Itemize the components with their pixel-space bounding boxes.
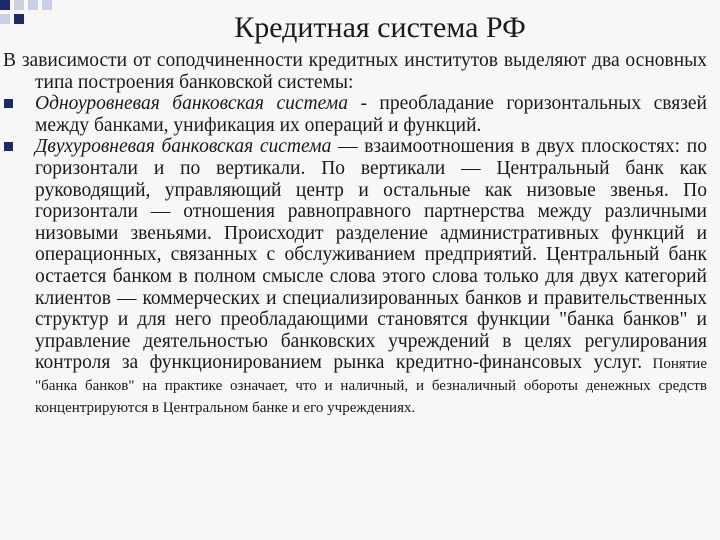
square-bullet-icon — [4, 99, 13, 108]
list-item — [3, 136, 707, 418]
intro-paragraph: В зависимости от соподчиненности кредитных институтов выделяют два основных типа построения банковской системы: — [3, 50, 707, 93]
list-item — [3, 93, 707, 136]
deco-square — [28, 0, 38, 10]
deco-square — [42, 0, 52, 10]
slide-body — [3, 50, 707, 418]
deco-square — [14, 0, 24, 10]
decorative-squares — [0, 0, 110, 30]
item-term: Двухуровневая банковская система — [35, 136, 332, 158]
square-bullet-icon — [4, 142, 13, 151]
item-text: — взаимоотношения в двух плоскостях: по горизонтали и по вертикали. По вертикали — Центральный банк как руководящий, управляющий центр и остальные как низовые звенья. По горизонтали — отношения равноправного партнерства между различными низовыми звеньями. Происходит разделение административных функций и операционных, связанных с обслуживанием предприятий. Центральный банк остается банком в полном смысле слова этого слова только для двух категорий клиентов — коммерческих и специализированных банков и правительственных структур и для него преобладающими становятся функции "банка банков" и управление деятельностью банковских учреждений в целях регулирования контроля за функционированием рынка кредитно-финансовых услуг. — [35, 136, 707, 374]
item-text: - преобладание горизонтальных связей между банками, унификация их операций и функций. — [35, 93, 707, 136]
deco-square — [0, 0, 10, 10]
slide-title: Кредитная система РФ — [234, 11, 526, 44]
deco-square — [14, 14, 24, 24]
deco-square — [0, 14, 10, 24]
item-term: Одноуровневая банковская система — [35, 93, 348, 115]
item-note: Понятие "банка банков" на практике означает, что и наличный, и безналичный обороты денежных средств концентрируются в Центральном банке и его учреждениях. — [35, 356, 707, 417]
